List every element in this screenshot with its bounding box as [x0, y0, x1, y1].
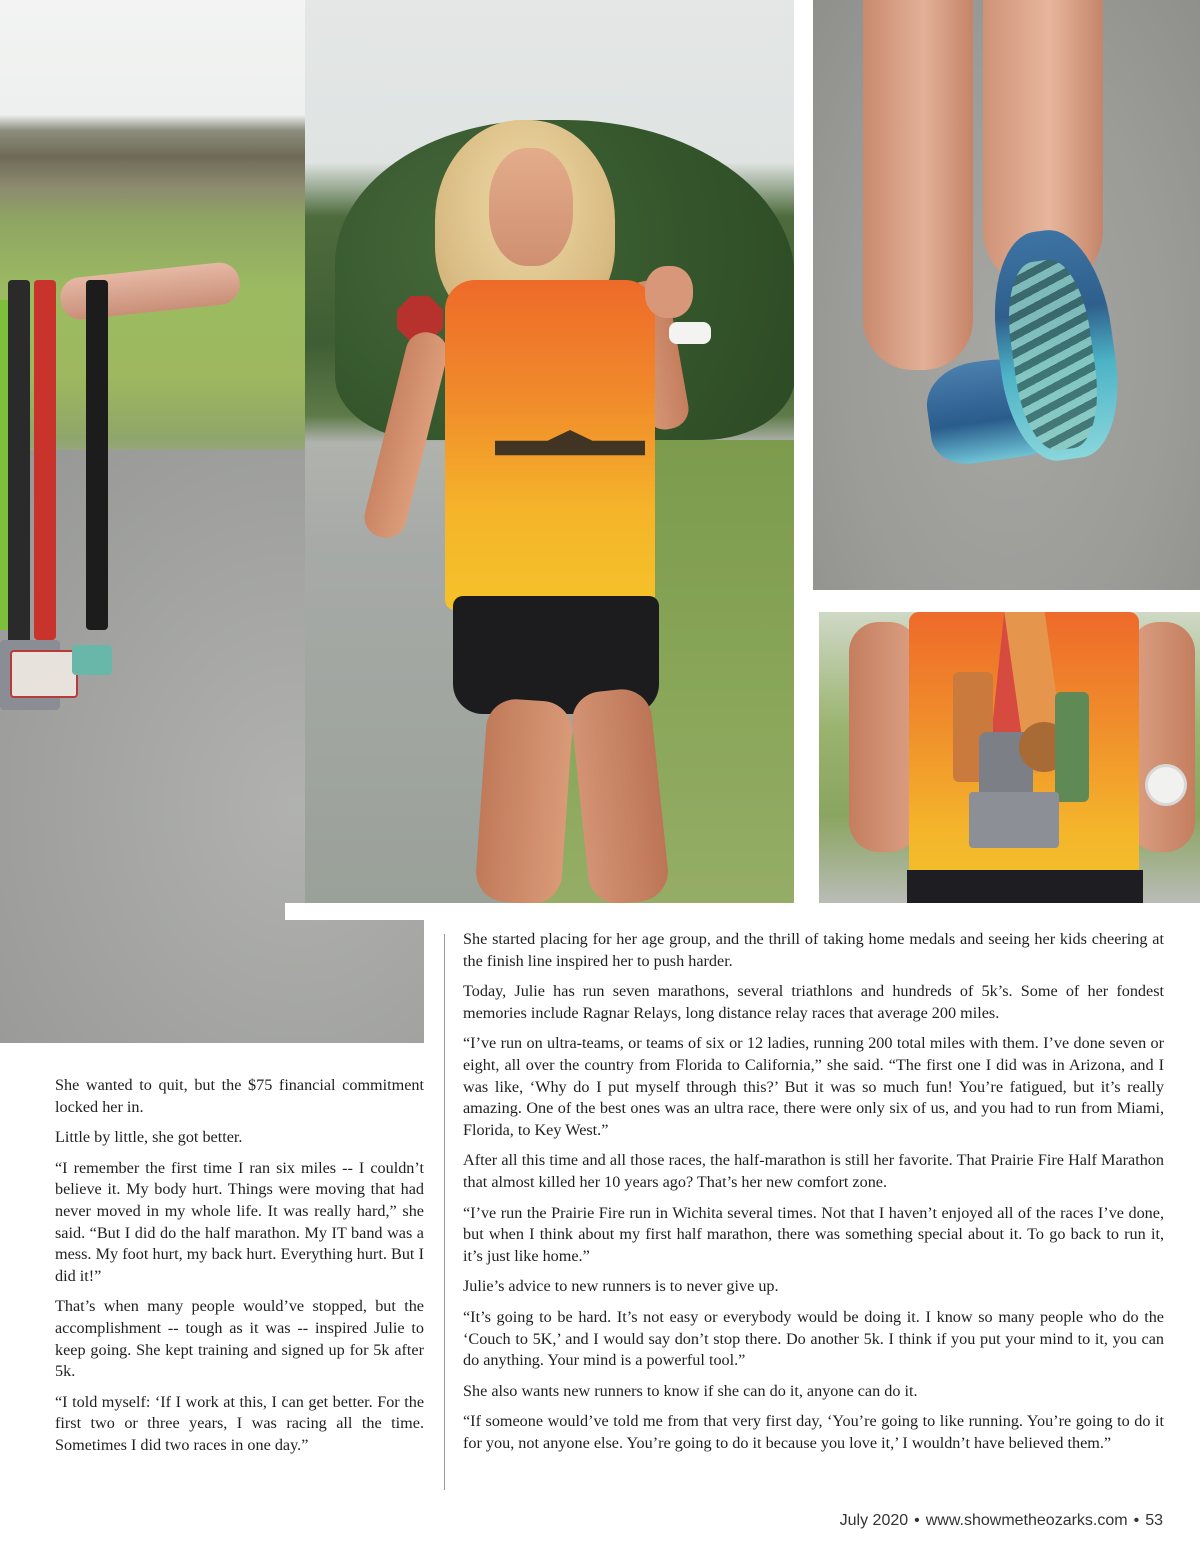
paragraph: She also wants new runners to know if she can do it, anyone can do it. — [463, 1381, 918, 1400]
page-number: 53 — [1145, 1512, 1163, 1529]
paragraph: “I’ve run the Prairie Fire run in Wichita several times. Not that I haven’t enjoyed all of the races I’ve done, but when I think about my first half marathon, there was something special about it. To go back to run it, it’s just like home.” — [463, 1203, 1164, 1265]
column-divider — [444, 934, 445, 1490]
paragraph: “I remember the first time I ran six miles -- I couldn’t believe it. My body hurt. Things were moving that had never moved in my whole life. It was really hard,” she said. “But I did do the half marathon. My IT band was a mess. My foot hurt, my back hurt. Everything hurt. But I did it!” — [55, 1158, 424, 1285]
paragraph: “If someone would’ve told me from that very first day, ‘You’re going to like running. You’re going to do it for you, not anyone else. You’re going to do it because you love it,’ I wouldn’t have believed them.” — [463, 1412, 1164, 1452]
runner-face — [489, 148, 573, 266]
paragraph: “It’s going to be hard. It’s not easy or everybody would be doing it. I know so many people who do the ‘Couch to 5K,’ and I would say don’t stop there. Do another 5k. I think if you put your mind to it, you can do anything. Your mind is a powerful tool.” — [463, 1307, 1164, 1370]
photo-frame-gap — [285, 903, 425, 920]
paragraph: She wanted to quit, but the $75 financial commitment locked her in. — [55, 1076, 424, 1116]
medal-ribbon — [86, 280, 108, 630]
runner-fist — [645, 266, 693, 318]
watch — [669, 322, 711, 344]
medal — [1055, 692, 1089, 802]
page-footer — [840, 1512, 1163, 1530]
website-link[interactable]: www.showmetheozarks.com — [925, 1512, 1128, 1529]
paragraph: “I’ve run on ultra-teams, or teams of six or 12 ladies, running 200 total miles with them. I’ve done seven or eight, all over the country from Florida to California,” she said. “The first one I did was in Arizona, and I was like, ‘Why do I put myself through this?’ But it was so much fun! You’re fatigued, but it’s really amazing. One of the best ones was an ultra race, there were only six of us, and you had to run from Miami, Florida, to Key West.” — [463, 1034, 1164, 1139]
left-calf — [863, 0, 973, 370]
article-right-column — [463, 929, 1164, 1463]
paragraph: Julie’s advice to new runners is to never give up. — [463, 1277, 779, 1296]
running-shoes-photo — [813, 0, 1200, 590]
medals-around-neck-photo — [819, 612, 1200, 903]
medal — [72, 645, 112, 675]
black-shorts — [907, 870, 1143, 903]
medal — [10, 650, 78, 698]
paragraph: That’s when many people would’ve stopped, but the accomplishment -- tough as it was -- inspired Julie to keep going. She kept training and signed up for 5k after 5k. — [55, 1297, 424, 1381]
runner-photo — [305, 0, 794, 903]
paragraph: After all this time and all those races, the half-marathon is still her favorite. That Prairie Fire Half Marathon that almost killed her 10 years ago? That’s her new comfort zone. — [463, 1151, 1164, 1191]
watch — [1145, 764, 1187, 806]
medal — [969, 792, 1059, 848]
bullet-separator: • — [1133, 1512, 1140, 1529]
issue-date: July 2020 — [839, 1512, 909, 1529]
medal-ribbon — [8, 280, 30, 660]
article-left-column — [55, 1075, 424, 1466]
bullet-separator: • — [914, 1512, 920, 1529]
paragraph: “I told myself: ‘If I work at this, I can get better. For the first two or three years, I was racing all the time. Sometimes I did two races in one day.” — [55, 1392, 424, 1454]
paragraph: Little by little, she got better. — [55, 1128, 243, 1147]
medal-ribbon — [34, 280, 56, 640]
paragraph: She started placing for her age group, and the thrill of taking home medals and seeing her kids cheering at the finish line inspired her to push harder. — [463, 930, 1164, 970]
paragraph: Today, Julie has run seven marathons, several triathlons and hundreds of 5k’s. Some of her fondest memories include Ragnar Relays, long distance relay races that average 200 miles. — [463, 982, 1164, 1022]
runner-left-leg — [474, 697, 574, 903]
